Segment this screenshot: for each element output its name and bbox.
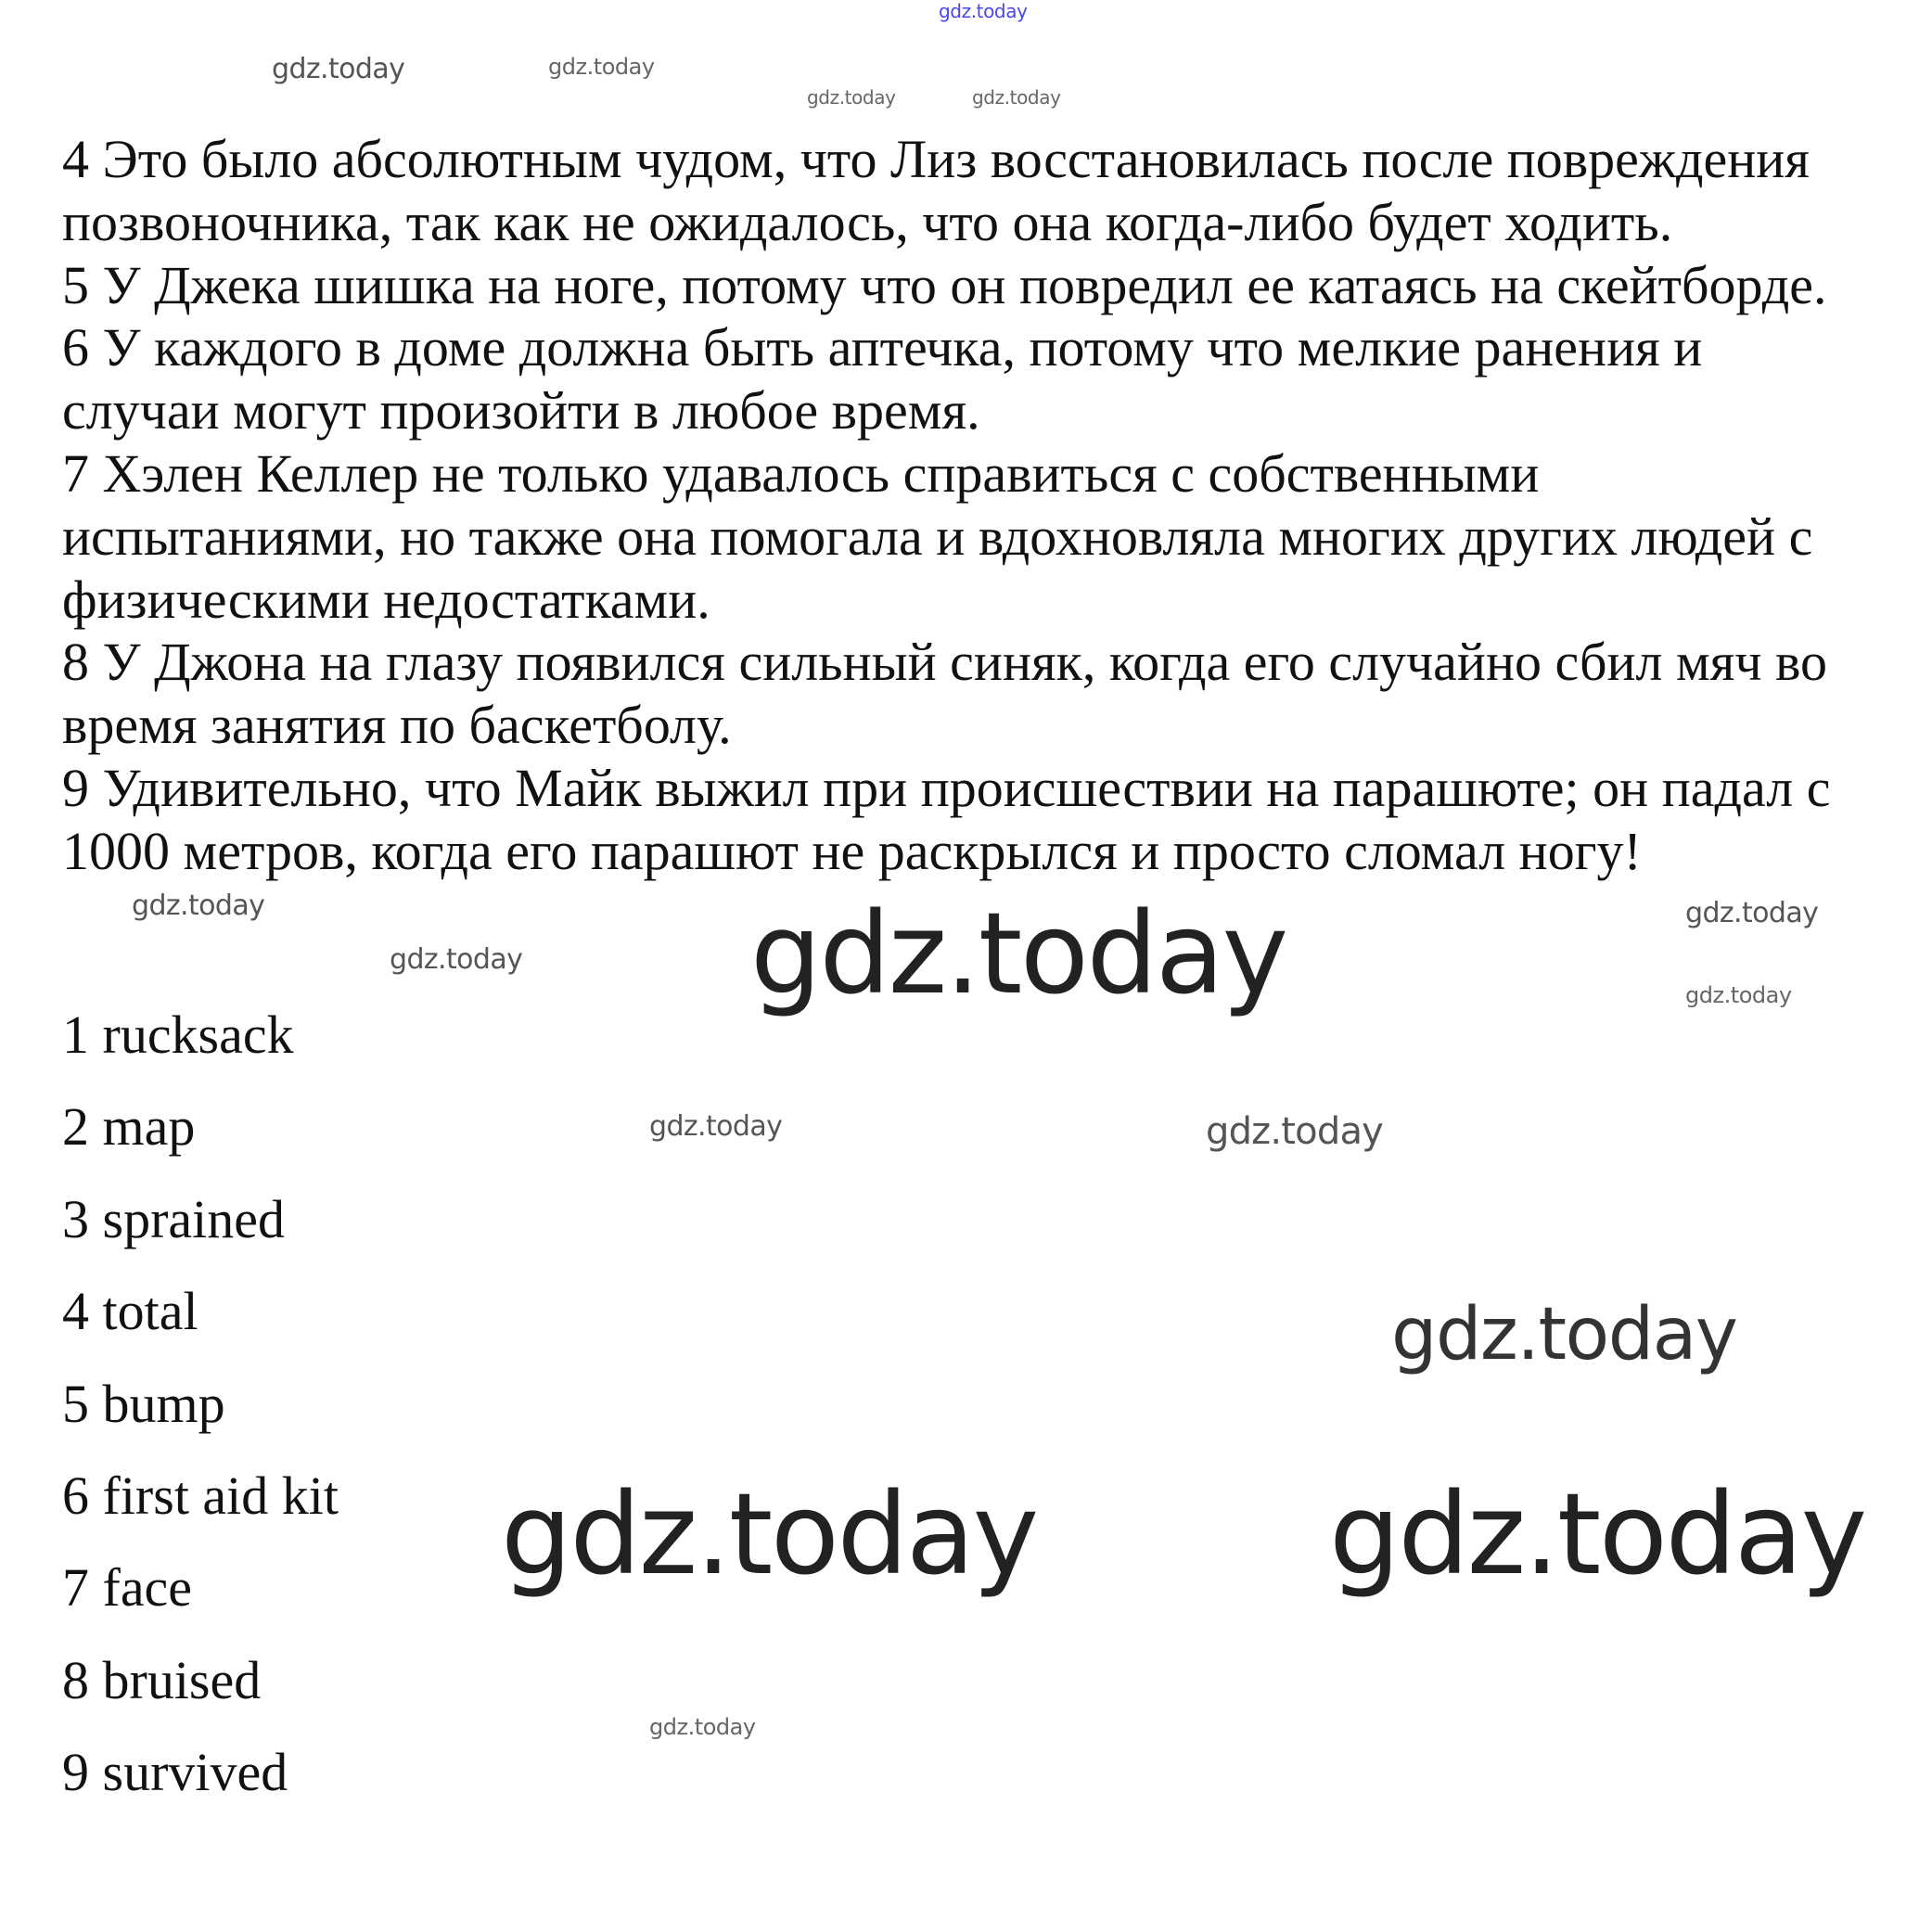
sentence-line: 5 У Джека шишка на ноге, потому что он повредил ее катаясь на скейтборде. xyxy=(62,254,1827,315)
watermark: gdz.today xyxy=(1391,1293,1737,1376)
watermark: gdz.today xyxy=(807,86,896,109)
watermark: gdz.today xyxy=(272,53,405,85)
answer-item: 9 survived xyxy=(62,1742,288,1803)
watermark: gdz.today xyxy=(548,54,655,80)
answer-item: 7 face xyxy=(62,1557,193,1619)
sentence-line: 7 Хэлен Келлер не только удавалось справиться с собственными xyxy=(62,442,1540,504)
sentence-line: 8 У Джона на глазу появился сильный синяк, когда его случайно сбил мяч во xyxy=(62,632,1827,693)
watermark: gdz.today xyxy=(1206,1110,1384,1153)
sentence-line: 6 У каждого в доме должна быть аптечка, потому что мелкие ранения и xyxy=(62,317,1703,378)
watermark: gdz.today xyxy=(972,86,1061,109)
watermark: gdz.today xyxy=(1685,982,1792,1008)
sentence-line: 4 Это было абсолютным чудом, что Лиз восстановилась после повреждения xyxy=(62,129,1810,189)
sentence-line: 1000 метров, когда его парашют не раскрылся и просто сломал ногу! xyxy=(62,820,1642,881)
answer-item: 3 sprained xyxy=(62,1188,285,1249)
watermark: gdz.today xyxy=(649,1714,756,1740)
answer-item: 4 total xyxy=(62,1281,198,1342)
answer-item: 1 rucksack xyxy=(62,1005,294,1065)
watermark: gdz.today xyxy=(132,890,265,922)
answer-item: 8 bruised xyxy=(62,1649,262,1710)
watermark: gdz.today xyxy=(390,943,523,976)
watermark: gdz.today xyxy=(1685,897,1819,929)
header-watermark: gdz.today xyxy=(939,0,1028,22)
sentence-line: физическими недостатками. xyxy=(62,569,710,630)
sentence-line: время занятия по баскетболу. xyxy=(62,695,732,756)
watermark: gdz.today xyxy=(750,889,1286,1019)
answer-item: 2 map xyxy=(62,1096,196,1158)
answer-item: 5 bump xyxy=(62,1373,225,1434)
watermark: gdz.today xyxy=(649,1110,783,1143)
watermark: gdz.today xyxy=(501,1469,1037,1600)
answer-list xyxy=(62,989,339,1819)
answer-item: 6 first aid kit xyxy=(62,1465,339,1527)
sentence-line: позвоночника, так как не ожидалось, что она когда-либо будет ходить. xyxy=(62,191,1673,252)
translated-sentences xyxy=(62,128,1830,883)
watermark: gdz.today xyxy=(1329,1469,1865,1600)
sentence-line: испытаниями, но также она помогала и вдохновляла многих других людей с xyxy=(62,506,1813,567)
sentence-line: случаи могут произойти в любое время. xyxy=(62,380,980,442)
sentence-line: 9 Удивительно, что Майк выжил при происшествии на парашюте; он падал с xyxy=(62,757,1831,818)
